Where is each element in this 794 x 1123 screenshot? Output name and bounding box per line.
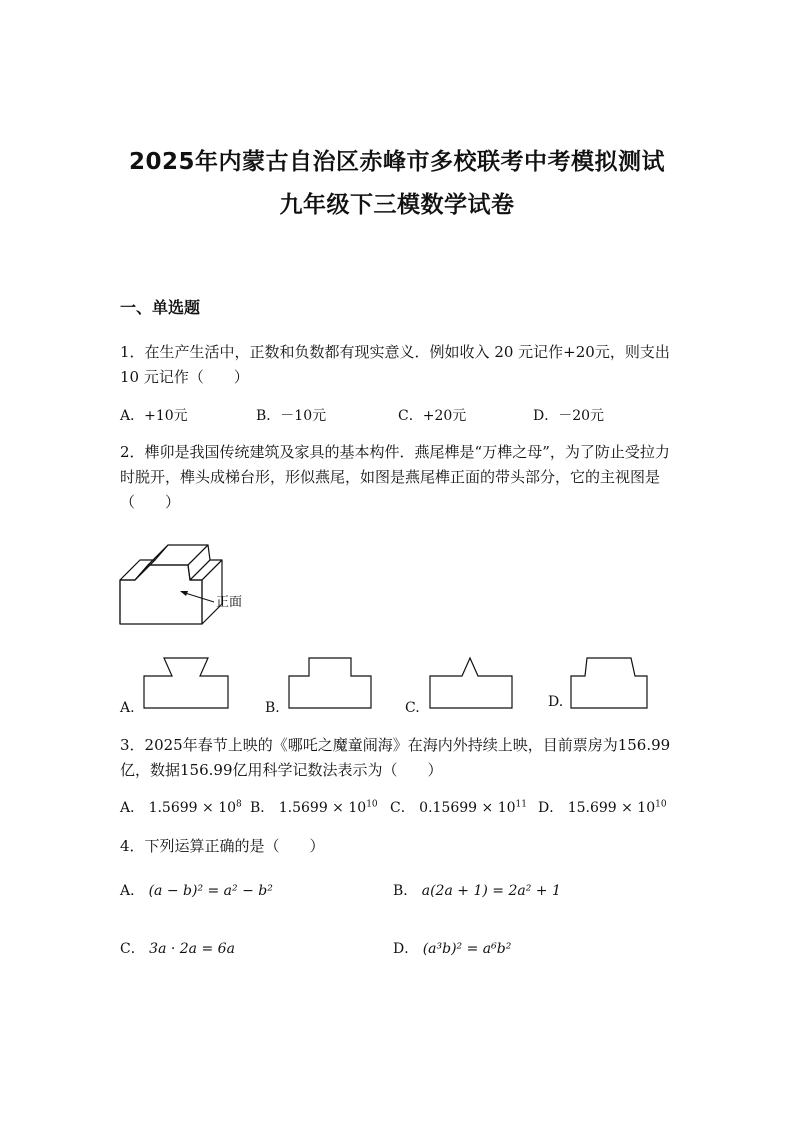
q1-option-c: C．+20元 <box>398 408 467 424</box>
q3-option-c <box>390 797 527 817</box>
q2-option-a-shape <box>140 652 232 712</box>
q2-option-d-label: D. <box>548 694 564 710</box>
q4-option-b-label: B． <box>393 883 418 899</box>
q3-option-d-base: 15.699 × 10 <box>567 800 656 816</box>
q4-option-a-label: A． <box>120 883 145 899</box>
q4-option-c-label: C． <box>120 941 145 957</box>
q4-option-b-expr: a(2a + 1) = 2a² + 1 <box>421 883 561 899</box>
q2-option-c-shape <box>426 652 518 712</box>
q3-option-a-label: A． <box>120 800 145 816</box>
q3-option-a <box>120 797 242 817</box>
q2-option-b-label: B. <box>265 700 280 716</box>
q1-option-a: A．+10元 <box>120 408 188 424</box>
q4-option-d-label: D． <box>393 941 419 957</box>
front-face-label: 正面 <box>216 595 243 610</box>
q3-option-c-label: C． <box>390 800 415 816</box>
q3-option-b-base: 1.5699 × 10 <box>278 800 367 816</box>
question-2-text: 2．榫卯是我国传统建筑及家具的基本构件．燕尾榫是“万榫之母”，为了防止受拉力时脱开，榫头成梯台形，形似燕尾，如图是燕尾榫正面的带头部分，它的主视图是（ ） <box>120 443 670 511</box>
q4-option-d-expr: (a³b)² = a⁶b² <box>422 941 512 957</box>
q1-option-d: D．－20元 <box>533 408 605 424</box>
q2-option-d-shape <box>567 652 651 712</box>
q4-option-c <box>120 938 235 958</box>
q2-option-c-label: C. <box>405 700 420 716</box>
q4-option-a <box>120 880 273 900</box>
q3-option-d-exp: 10 <box>655 799 667 810</box>
q4-option-d <box>393 938 511 958</box>
q2-option-a-label: A. <box>120 700 135 716</box>
q3-option-a-base: 1.5699 × 10 <box>148 800 237 816</box>
q3-option-c-exp: 11 <box>515 799 527 810</box>
dovetail-3d-figure <box>110 530 270 630</box>
q3-option-a-exp: 8 <box>236 799 242 810</box>
q3-option-b <box>250 797 378 817</box>
q4-option-b <box>393 880 561 900</box>
exam-title-line2: 九年级下三模数学试卷 <box>279 192 515 218</box>
question-4-text: 4．下列运算正确的是（ ） <box>120 837 325 855</box>
question-1-text: 1．在生产生活中，正数和负数都有现实意义．例如收入 20 元记作+20元，则支出 10 元记作（ ） <box>120 343 670 386</box>
section-heading: 一、单选题 <box>120 298 201 317</box>
q1-option-b: B．－10元 <box>256 408 327 424</box>
question-3-text: 3．2025年春节上映的《哪吒之魔童闹海》在海内外持续上映，目前票房为156.99亿，数据156.99亿用科学记数法表示为（ ） <box>120 736 671 779</box>
q3-option-d <box>538 797 667 817</box>
exam-title-line1: 2025年内蒙古自治区赤峰市多校联考中考模拟测试 <box>128 149 665 175</box>
q3-option-b-label: B． <box>250 800 275 816</box>
q3-option-b-exp: 10 <box>366 799 378 810</box>
q4-option-c-expr: 3a · 2a = 6a <box>149 941 235 957</box>
q3-option-c-base: 0.15699 × 10 <box>419 800 516 816</box>
q4-option-a-expr: (a − b)² = a² − b² <box>148 883 273 899</box>
q3-option-d-label: D． <box>538 800 564 816</box>
q2-option-b-shape <box>285 652 377 712</box>
